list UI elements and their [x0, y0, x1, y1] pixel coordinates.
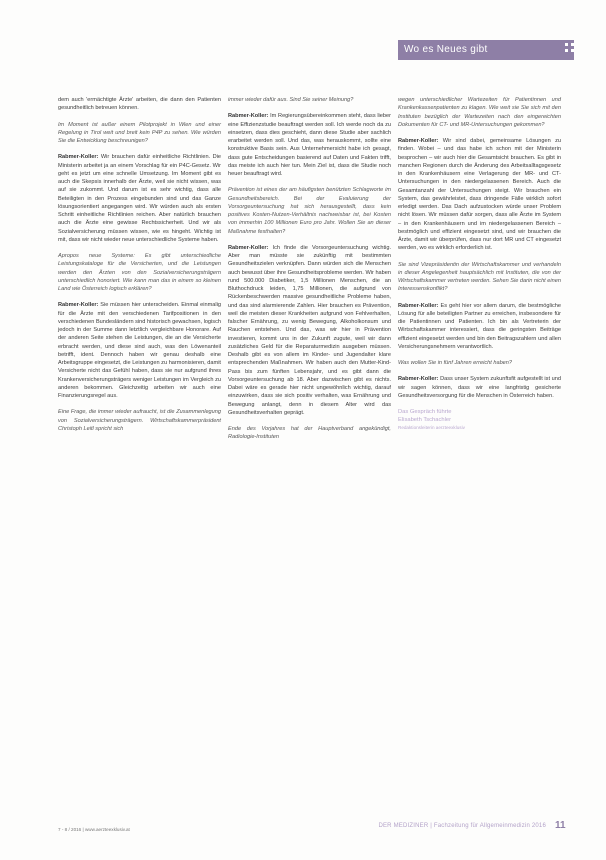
four-squares-icon [565, 43, 575, 55]
interview-question: Sie sind Vizepräsidentin der Wirtschaftskammer und verhandeln in dieser Angelegenheit hauptsächlich mit Instituten, die von der Wirtschaftskammer vertreten werden. Sehen Sie darin nicht einen Interessenskonflikt? [398, 261, 561, 293]
footer-publication: DER MEDIZINER | Fachzeitung für Allgemeinmedizin 2016 [378, 823, 546, 829]
answer-text: Ich finde die Vorsorgeuntersuchung wichtig. Aber man müsste sie zukünftig mit bestimmten Gesundheitszielen verknüpfen. Dann würden sich die Menschen auch bewusst über ihre Gesundheitsprobleme werden. Wir haben rund 500.000 Diabetiker, 1,5 Millionen Menschen, die an Bluthochdruck leiden, 1,75 Millionen, die aufgrund von Rückenbeschwerden massive gesundheitliche Probleme haben, und das sind alarmierende Zahlen. Hier brauchen es Prävention, weil die meisten dieser Krankheiten aufgrund von Fehlverhalten, falscher Ernährung, zu wenig Bewegung, Alkoholkonsum und Rauchen entstehen. Und das, was wir hier in Prävention investieren, kommt uns in der Zukunft zugute, weil wir dann zusätzliches Geld für die Reparaturmedizin ausgeben müssen. Deshalb gibt es von allem im Kinder- und Jugendalter klare entsprechenden Maßnahmen. Wir haben auch den Mutter-Kind-Pass bis zum fünften Lebensjahr, und es gibt dann die Vorsorgeuntersuchung ab 18. Aber dazwischen gibt es nichts. Dabei wäre es gerade hier nicht ungewöhnlich wichtig, darauf einzuwirken, dass sie sich positiv verhalten, was Ernährung und Bewegung anlangt, denn in diesem Alter wird das Gesundheitsverhalten geprägt. [228, 244, 391, 416]
interview-question: Eine Frage, die immer wieder aufraucht, ist die Zusammenlegung von Sozialversicherungsträgern. Wirtschaftskammerpräsident Christoph Leitl spricht sich [58, 409, 221, 432]
interview-question: Prävention ist eines der am häufigsten benützten Schlagworte im Gesundheitsbereich. Bei der Evaluierung der Vorsorgeuntersuchung hat sich herausgestellt, dass kein positives Kosten-Nutzen-Verhältnis nachweisbar ist, bei Kosten von immerhin 100 Millionen Euro pro Jahr. Wollen Sie an dieser Maßnahme festhalten? [228, 187, 391, 235]
interview-answer [398, 137, 561, 253]
interview-answer [228, 244, 391, 417]
answer-text: Es geht hier vor allem darum, die bestmögliche Lösung für alle beteiligten Partner zu erreichen, insbesondere für die Patientinnen und Patienten. Ich bin als Vertreterin der Wirtschaftskammer interessiert, dass die geringsten Beiträge effizient eingesetzt werden und bin den Beitragszahlern und allen Versicherungsnehmern verantwortlich. [398, 302, 561, 350]
answer-text: Wir brauchen dafür einheitliche Richtlinien. Die Ministerin arbeitet ja an einem Vorschlag für ein P4C-Gesetz. Wir geht es jetzt um eine schnelle Umsetzung. Im Moment gibt es auch die Skepsis innerhalb der Ärzte, weil sie nicht wissen, was auf sie zukommt. Und darum ist es sehr wichtig, dass alle Beteiligten in den Prozess eingebunden sind und das Ganze lösungsorientiert angegangen wird. Wir würden auch als ersten Schritt einheitliche Richtlinien reichen. Aber natürlich brauchen auch die Ärzte eine gewisse Rechtssicherheit. Und wir als Sozialversicherung müssen wissen, wie es hingeht. Wichtig ist mit, dass wir nicht wieder neue unterschiedliche Systeme haben. [58, 154, 221, 243]
article-column-3 [398, 96, 561, 432]
section-header-label: Wo es Neues gibt [404, 44, 488, 55]
speaker-label: Rabmer-Koller: [58, 302, 99, 309]
speaker-label: Rabmer-Koller: [398, 138, 439, 144]
interview-question: Im Moment ist außer einem Pilotprojekt in Wien und einer Regelung in Tirol weit und breit kein P4P zu sehen. Wie würden Sie die Entwicklung beschreunigen? [58, 121, 221, 144]
page-number: 11 [555, 820, 566, 831]
interview-answer [398, 375, 561, 400]
interview-question: Ende des Vorjahres hat der Hauptverband angekündigt, Radiologie-Instituten [228, 426, 391, 441]
speaker-label: Rabmer-Koller: [398, 302, 439, 309]
author-signature [398, 408, 561, 432]
answer-text: Dass unser System zukunftsfit aufgestellt ist und wir sagen können, dass wir eine langfristig gesicherte Gesundheitsversorgung für die Menschen in Österreich haben. [398, 376, 561, 399]
signature-role: Redaktionsleiterin aerzteexklusiv [398, 425, 465, 430]
interview-question: wegen unterschiedlicher Wartezeiten für Patientinnen und Krankenkassenpatienten zu klagen. Wie weit sie Sie sich mit den Instituten bezüglich der Wartezeiten nach den eingereichten Dokumenten für CT- und MR-Untersuchungen gekommen? [398, 97, 561, 128]
article-column-1 [58, 96, 221, 441]
answer-text: dem auch 'ermächtigte Ärzte' arbeiten, die dann den Patienten gesundheitlich betreuen können. [58, 97, 221, 112]
speaker-label: Rabmer-Koller: [398, 376, 439, 383]
interview-question: immer wieder dafür aus. Sind Sie seiner Meinung? [228, 97, 354, 103]
signature-name: Elisabeth Tschachler [398, 417, 452, 423]
answer-text: Sie müssen hier unterscheiden. Einmal einmalig für die Ärzte mit den verschiedenen Tarifpositionen in den verschiedenen Bundesländern sind historisch gewachsen, logisch jedoch in der Summe dann letztlich vergleichbare Honorare. Auf der anderen Seite stehen die Leistungen, die an die Versicherte erbracht werden, und diese sind auch, was den Löwenanteil betrifft, ident. Dennoch haben wir genau deshalb eine Arbeitsgruppe eingesetzt, die Leistungen zu harmonisieren, damit Versicherte nicht das Gefühl haben, dass sie nur aufgrund ihres Krankenversicherungsträgers weniger Leistungen im Vergleich zu anderen bekommen. Gleichzeitig arbeiten wir auch eine Finanzierungsregel aus. [58, 302, 221, 399]
interview-answer [58, 153, 221, 244]
signature-line: Das Gespräch führte [398, 409, 452, 415]
speaker-label: Rabmer-Koller: [58, 154, 99, 161]
footer-issue: 7 - 8 / 2016 | www.aerzteexklusiv.at [58, 827, 130, 832]
speaker-label: Rabmer-Koller: [228, 244, 269, 251]
interview-question: Was wollen Sie in fünf Jahren erreicht haben? [398, 360, 513, 366]
interview-answer [58, 301, 221, 400]
answer-text: Wir sind dabei, gemeinsame Lösungen zu finden. Wobei – und das habe ich schon mit der Ministerin besprochen – wir auch hier die Gesamtsicht brauchen. Es gibt in manchen Regionen durch die Änderung des Arbeitsalltagsgesetz in den Krankenhäusern eine Verlagerung der MR- und CT-Untersuchungen in den niedergelassenen Bereich. Auch die Gesamtanzahl der Untersuchungen steigt. Wir brauchen ein System, das gewährleistet, dass dringende Fälle wirklich sofort erledigt werden. Das Dach aufzustocken würde unser Problem nicht lösen. Wir müssen dafür sorgen, dass alle Ärzte im System – in den Krankenhäusern und im niedergelassenen Bereich – bestmöglich und effizient eingesetzt sind, und wir brauchen die Ärzte, damit wir überprüfen, dass nur dort MR und CT eingesetzt werden, wo es wirklich erforderlich ist. [398, 138, 561, 252]
interview-question: Apropos neue Systeme: Es gibt unterschiedliche Leistungskataloge für die Versicherten, und die Leistungen werden den Ärzten von den Sozialversicherungsträgern unterschiedlich honoriert. Wie kann man das in einem so kleinen Land wie Österreich logisch erklären? [58, 253, 221, 292]
interview-answer [58, 96, 221, 113]
interview-answer [228, 112, 391, 178]
article-column-2 [228, 96, 391, 450]
speaker-label: Rabmer-Koller: [228, 113, 269, 120]
answer-text: Im Regierungsübereinkommen steht, dass lieber eine Effizienzstudie beauftragt werden soll. Ich werde noch da zu einsetzen, dass dies geschieht, dann diese Studie aber sachlich erarbeitet werden soll. Und das, was herauskommt, sollte eine konstruktive Basis sein. Aus Unternehmersicht habe ich gesagt, dass gute Entscheidungen basierend auf Daten und Fakten trifft, das meiste ich auch hier tun. Mein Ziel ist, dass die Studie noch heuer beauftragt wird. [228, 113, 392, 177]
interview-answer [398, 302, 561, 352]
